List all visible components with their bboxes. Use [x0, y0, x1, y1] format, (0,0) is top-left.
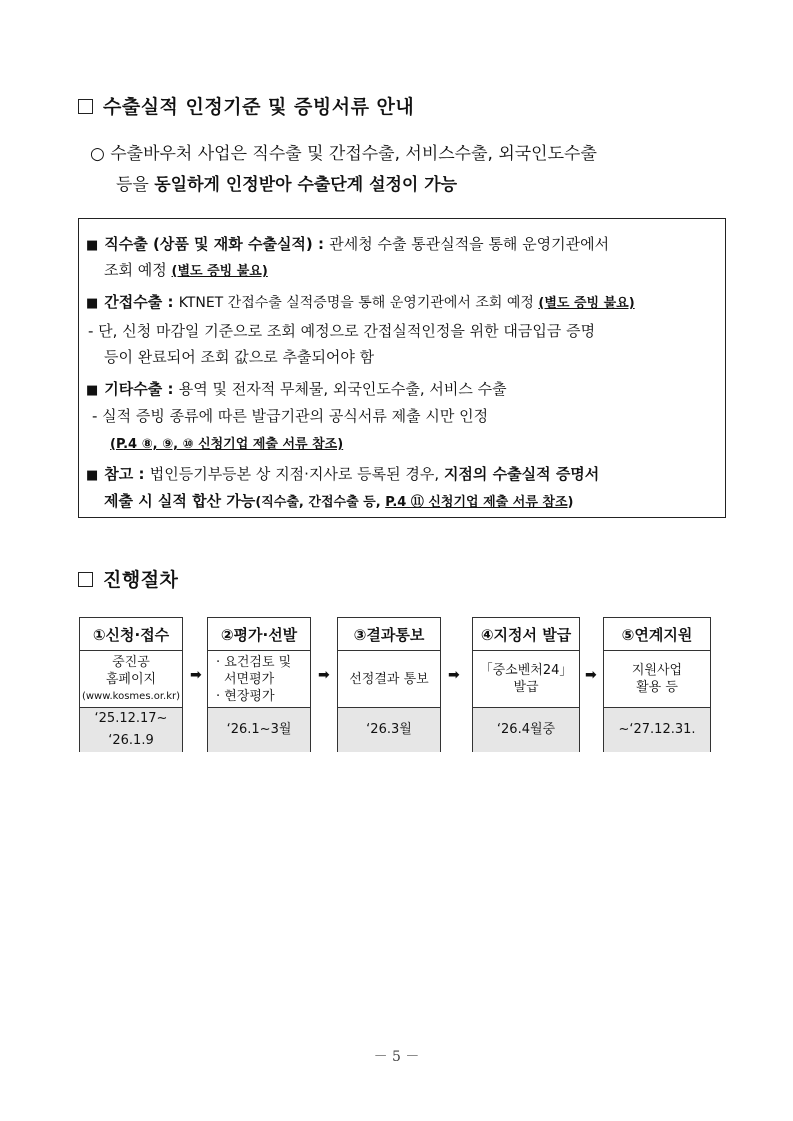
- step-body-line: 서면평가: [224, 671, 275, 687]
- step-evaluate: [207, 617, 311, 752]
- item-direct-export: [86, 233, 609, 254]
- square-filled-bullet-icon: ■: [86, 238, 99, 253]
- item2-sub-line1: - 단, 신청 마감일 기준으로 조회 예정으로 간접실적인정을 위한 대금입금 증명: [88, 322, 596, 340]
- item3-sub-line2: (P.4 ⑧, ⑨, ⑩ 신청기업 제출 서류 참조): [110, 437, 344, 452]
- item4-line2-a: (직수출, 간접수출 등,: [255, 495, 386, 510]
- step-head: ③결과통보: [338, 618, 440, 651]
- item-direct-export-line2: [104, 259, 268, 280]
- item4-line2-b: ): [567, 495, 574, 510]
- step-foot: [80, 708, 182, 752]
- step-body-line: 발급: [513, 680, 539, 695]
- step-notify: [337, 617, 441, 752]
- item4-title: 참고 :: [104, 465, 150, 483]
- section-title-procedure: [78, 565, 178, 592]
- step-foot: [604, 708, 710, 752]
- step-body-url: (www.kosmes.or.kr): [81, 690, 181, 702]
- item3-sub-line1: - 실적 증빙 종류에 따른 발급기관의 공식서류 제출 시만 인정: [92, 407, 489, 425]
- step-body-line: 활용 등: [636, 680, 678, 695]
- item1-text2: 조회 예정: [104, 261, 172, 279]
- item1-text: 관세청 수출 통관실적을 통해 운영기관에서: [329, 235, 610, 253]
- step-body-line: 중진공: [112, 654, 150, 670]
- step-head: ①신청·접수: [80, 618, 182, 651]
- step-date: ‘26.4월중: [496, 722, 556, 737]
- item4-line2-bold: 제출 시 실적 합산 가능: [104, 492, 256, 510]
- step-apply: [79, 617, 183, 752]
- item3-text: 용역 및 전자적 무체물, 외국인도수출, 서비스 수출: [178, 380, 507, 398]
- step-body-line: 선정결과 통보: [349, 671, 429, 687]
- step-head: ②평가·선발: [208, 618, 310, 651]
- step-head: ④지정서 발급: [473, 618, 579, 651]
- step-body-line: 「중소벤처24」: [479, 663, 573, 678]
- step-body-line: 홈페이지: [105, 671, 157, 687]
- intro-line-2-bold: 동일하게 인정받아 수출단계 설정이 가능: [154, 175, 458, 195]
- step-foot: [208, 708, 310, 752]
- step-body: [473, 651, 579, 708]
- intro-paragraph: [90, 139, 597, 201]
- item2-sub-line2: 등이 완료되어 조회 값으로 추출되어야 함: [104, 348, 375, 366]
- step-body-line: · 현장평가: [216, 688, 275, 704]
- item-indirect-export: [86, 291, 635, 312]
- square-bullet-icon: [78, 99, 93, 114]
- section2-title-text: 진행절차: [103, 569, 179, 591]
- item1-title: 직수출 (상품 및 재화 수출실적) :: [104, 235, 330, 253]
- item-other-export: [86, 378, 507, 399]
- step-body: [338, 651, 440, 708]
- step-body-line: · 요건검토 및: [216, 654, 292, 670]
- section-title-text: 수출실적 인정기준 및 증빙서류 안내: [103, 96, 415, 118]
- step-date: ‘26.1.9: [108, 733, 154, 748]
- step-body: [604, 651, 710, 708]
- arrow-right-icon: ➡: [585, 667, 597, 683]
- page-number: － 5 －: [373, 1049, 420, 1065]
- step-foot: [338, 708, 440, 752]
- step-body: [208, 651, 310, 708]
- item-reference-line2: [104, 490, 573, 511]
- square-filled-bullet-icon: ■: [86, 296, 99, 311]
- step-date: ‘26.3월: [366, 722, 412, 737]
- step-body: [80, 651, 182, 708]
- item1-note: (별도 증빙 불요): [171, 264, 268, 279]
- intro-line-1: ○ 수출바우처 사업은 직수출 및 간접수출, 서비스수출, 외국인도수출: [90, 144, 597, 164]
- item2-title: 간접수출 :: [104, 293, 179, 311]
- item3-title: 기타수출 :: [104, 380, 179, 398]
- step-head: ⑤연계지원: [604, 618, 710, 651]
- square-bullet-icon: [78, 572, 93, 587]
- step-issue: [472, 617, 580, 752]
- arrow-right-icon: ➡: [448, 667, 460, 683]
- step-date: ~‘27.12.31.: [618, 722, 696, 737]
- item2-text: KTNET 간접수출 실적증명을 통해 운영기관에서 조회 예정: [178, 295, 539, 311]
- step-date: ‘25.12.17~: [94, 711, 168, 726]
- item4-text: 법인등기부등본 상 지점·지사로 등록된 경우,: [149, 465, 444, 483]
- item2-note: (별도 증빙 불요): [538, 296, 635, 311]
- square-filled-bullet-icon: ■: [86, 383, 99, 398]
- section-title-export-criteria: [78, 92, 414, 119]
- item4-bold: 지점의 수출실적 증명서: [443, 465, 600, 483]
- arrow-right-icon: ➡: [318, 667, 330, 683]
- arrow-right-icon: ➡: [190, 667, 202, 683]
- intro-line-2: [90, 170, 597, 201]
- step-body-line: 지원사업: [631, 663, 683, 678]
- step-support: [603, 617, 711, 752]
- step-foot: [473, 708, 579, 752]
- step-date: ‘26.1~3월: [226, 722, 292, 737]
- item-reference: [86, 463, 599, 484]
- square-filled-bullet-icon: ■: [86, 468, 99, 483]
- item4-line2-underline: P.4 ⑪ 신청기업 제출 서류 참조: [385, 495, 568, 510]
- intro-line-2-normal: 등을: [116, 175, 155, 195]
